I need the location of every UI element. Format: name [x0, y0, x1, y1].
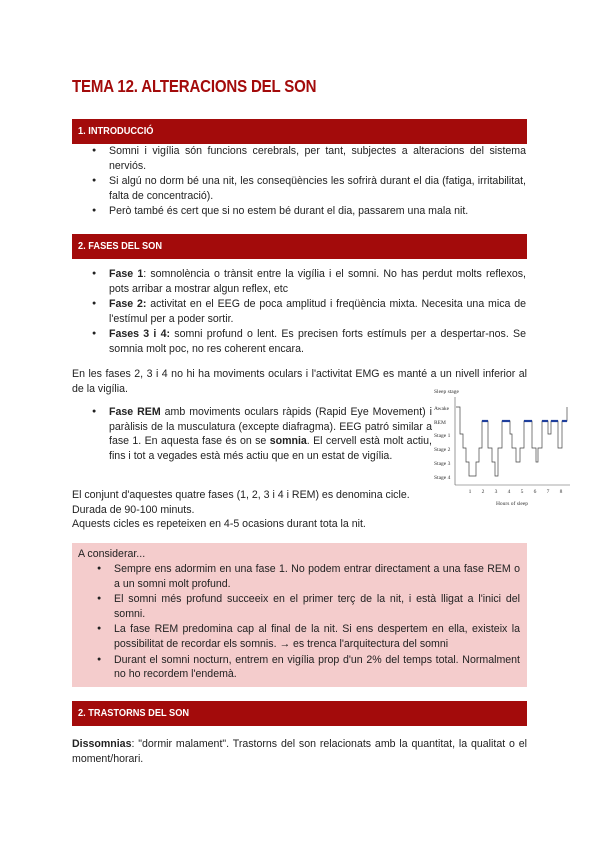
x-tick-label: 7: [546, 489, 550, 495]
list-item: [92, 267, 526, 296]
consider-heading: A considerar...: [78, 548, 146, 560]
chart-xlabel: Hours of sleep: [495, 501, 529, 507]
list-item: ● Somni i vigília són funcions cerebrals, per tant, subjectes a alteracions del sistema nerviós.: [92, 144, 526, 173]
list-item: ● Però també és cert que si no estem bé durant el dia, passarem una mala nit.: [92, 204, 526, 219]
text-line: Aquests cicles es repeteixen en 4-5 ocasions durant tota la nit.: [72, 518, 366, 531]
hypnogram-line: [456, 407, 567, 476]
phases-list: [92, 267, 526, 358]
x-tick-label: 5: [520, 489, 524, 495]
x-tick-label: 6: [533, 489, 537, 495]
section-heading-label: 1. INTRODUCCIÓ: [78, 125, 154, 137]
phase-description: . El cervell està molt actiu, fins i tot a vegades està més actiu que en un estat de vigília.: [109, 435, 432, 462]
text-line: El conjunt d'aquestes quatre fases (1, 2, 3 i 4 i REM) es denomina cicle.: [72, 489, 410, 501]
chart-ylabel: Sleep stage: [434, 389, 459, 395]
phase-description: activitat en el EEG de poca amplitud i freqüència mixta. Necesita una mica de l'estímul per a poder sortir.: [109, 298, 526, 325]
phase-name: Fase 1: [109, 268, 144, 280]
stage-label: Stage 3: [434, 461, 451, 467]
phase-name: Fase 2:: [109, 298, 147, 311]
paragraph-eye-movement: En les fases 2, 3 i 4 no hi ha moviments oculars i l'activitat EMG es manté a un nivell inferior al de la vigília.: [72, 368, 527, 395]
list-item: [92, 297, 526, 326]
paragraph-cycle: [72, 488, 432, 532]
rem-list: [92, 405, 432, 464]
stage-label: Stage 1: [434, 433, 451, 439]
introduction-list: [92, 144, 526, 220]
x-tick-label: 3: [494, 489, 498, 495]
list-item: ● Si algú no dorm bé una nit, les conseqüències les sofrirà durant el dia (fatiga, irritabilitat, falta de concentració).: [92, 174, 526, 203]
list-item: [92, 327, 526, 356]
stage-label: Stage 4: [434, 475, 451, 481]
phase-description: somni profund o lent. Es precisen forts estímuls per a despertar-nos. Se somnia molt poc, no res coherent encara.: [109, 328, 526, 355]
list-item: ● La fase REM predomina cap al final de la nit. Si ens despertem en ella, existeix la possibilitat de recordar els somnis. → es trenca l'arquitectura del somni: [97, 622, 520, 651]
section-heading-fases: [72, 234, 527, 259]
section-heading-trastorns: [72, 701, 527, 726]
phase-description: amb moviments oculars ràpids (Rapid Eye Movement) i paràlisis de la musculatura (excepte diafragma). EEG patró similar a fase 1. En aquesta fase és on se: [109, 406, 432, 448]
phase-name: Fases 3 i 4:: [109, 328, 171, 341]
stage-label: Stage 2: [434, 447, 451, 453]
phase-name: Fase REM: [109, 406, 161, 418]
list-item: [92, 405, 432, 463]
consider-list: [97, 562, 520, 683]
definition: : "dormir malament". Trastorns del son relacionats amb la quantitat, la qualitat o el moment/horari.: [72, 738, 527, 765]
list-item: ● El somni més profund succeeix en el primer terç de la nit, i està lligat a l'inici del somni.: [97, 592, 520, 621]
section-heading-introduccio: [72, 119, 527, 144]
list-item: ● Durant el somni nocturn, entrem en vigília prop d'un 2% del temps total. Normalment no ho recordem l'endemà.: [97, 653, 520, 682]
x-tick-label: 1: [468, 489, 472, 495]
x-tick-label: 2: [481, 489, 485, 495]
list-item: ● Sempre ens adormim en una fase 1. No podem entrar directament a una fase REM o a un somni molt profund.: [97, 562, 520, 591]
section-heading-label: 2. FASES DEL SON: [78, 240, 163, 252]
x-tick-label: 8: [559, 489, 563, 495]
text-line: Durada de 90-100 minuts.: [72, 503, 195, 516]
stage-label: Awake: [434, 406, 450, 412]
phase-description: : somnolència o trànsit entre la vigília i el somni. No has perdut molts reflexos, pots arribar a mostrar algun reflex, etc: [109, 268, 527, 295]
x-tick-label: 4: [507, 489, 511, 495]
term: Dissomnias: [72, 738, 132, 750]
paragraph-dissomnias: [72, 737, 527, 766]
sleep-stages-figure: [432, 385, 572, 510]
section-heading-label: 2. TRASTORNS DEL SON: [78, 707, 190, 719]
page-title: TEMA 12. ALTERACIONS DEL SON: [72, 76, 317, 96]
stage-label: REM: [434, 420, 446, 426]
emphasis: somnia: [269, 435, 307, 448]
